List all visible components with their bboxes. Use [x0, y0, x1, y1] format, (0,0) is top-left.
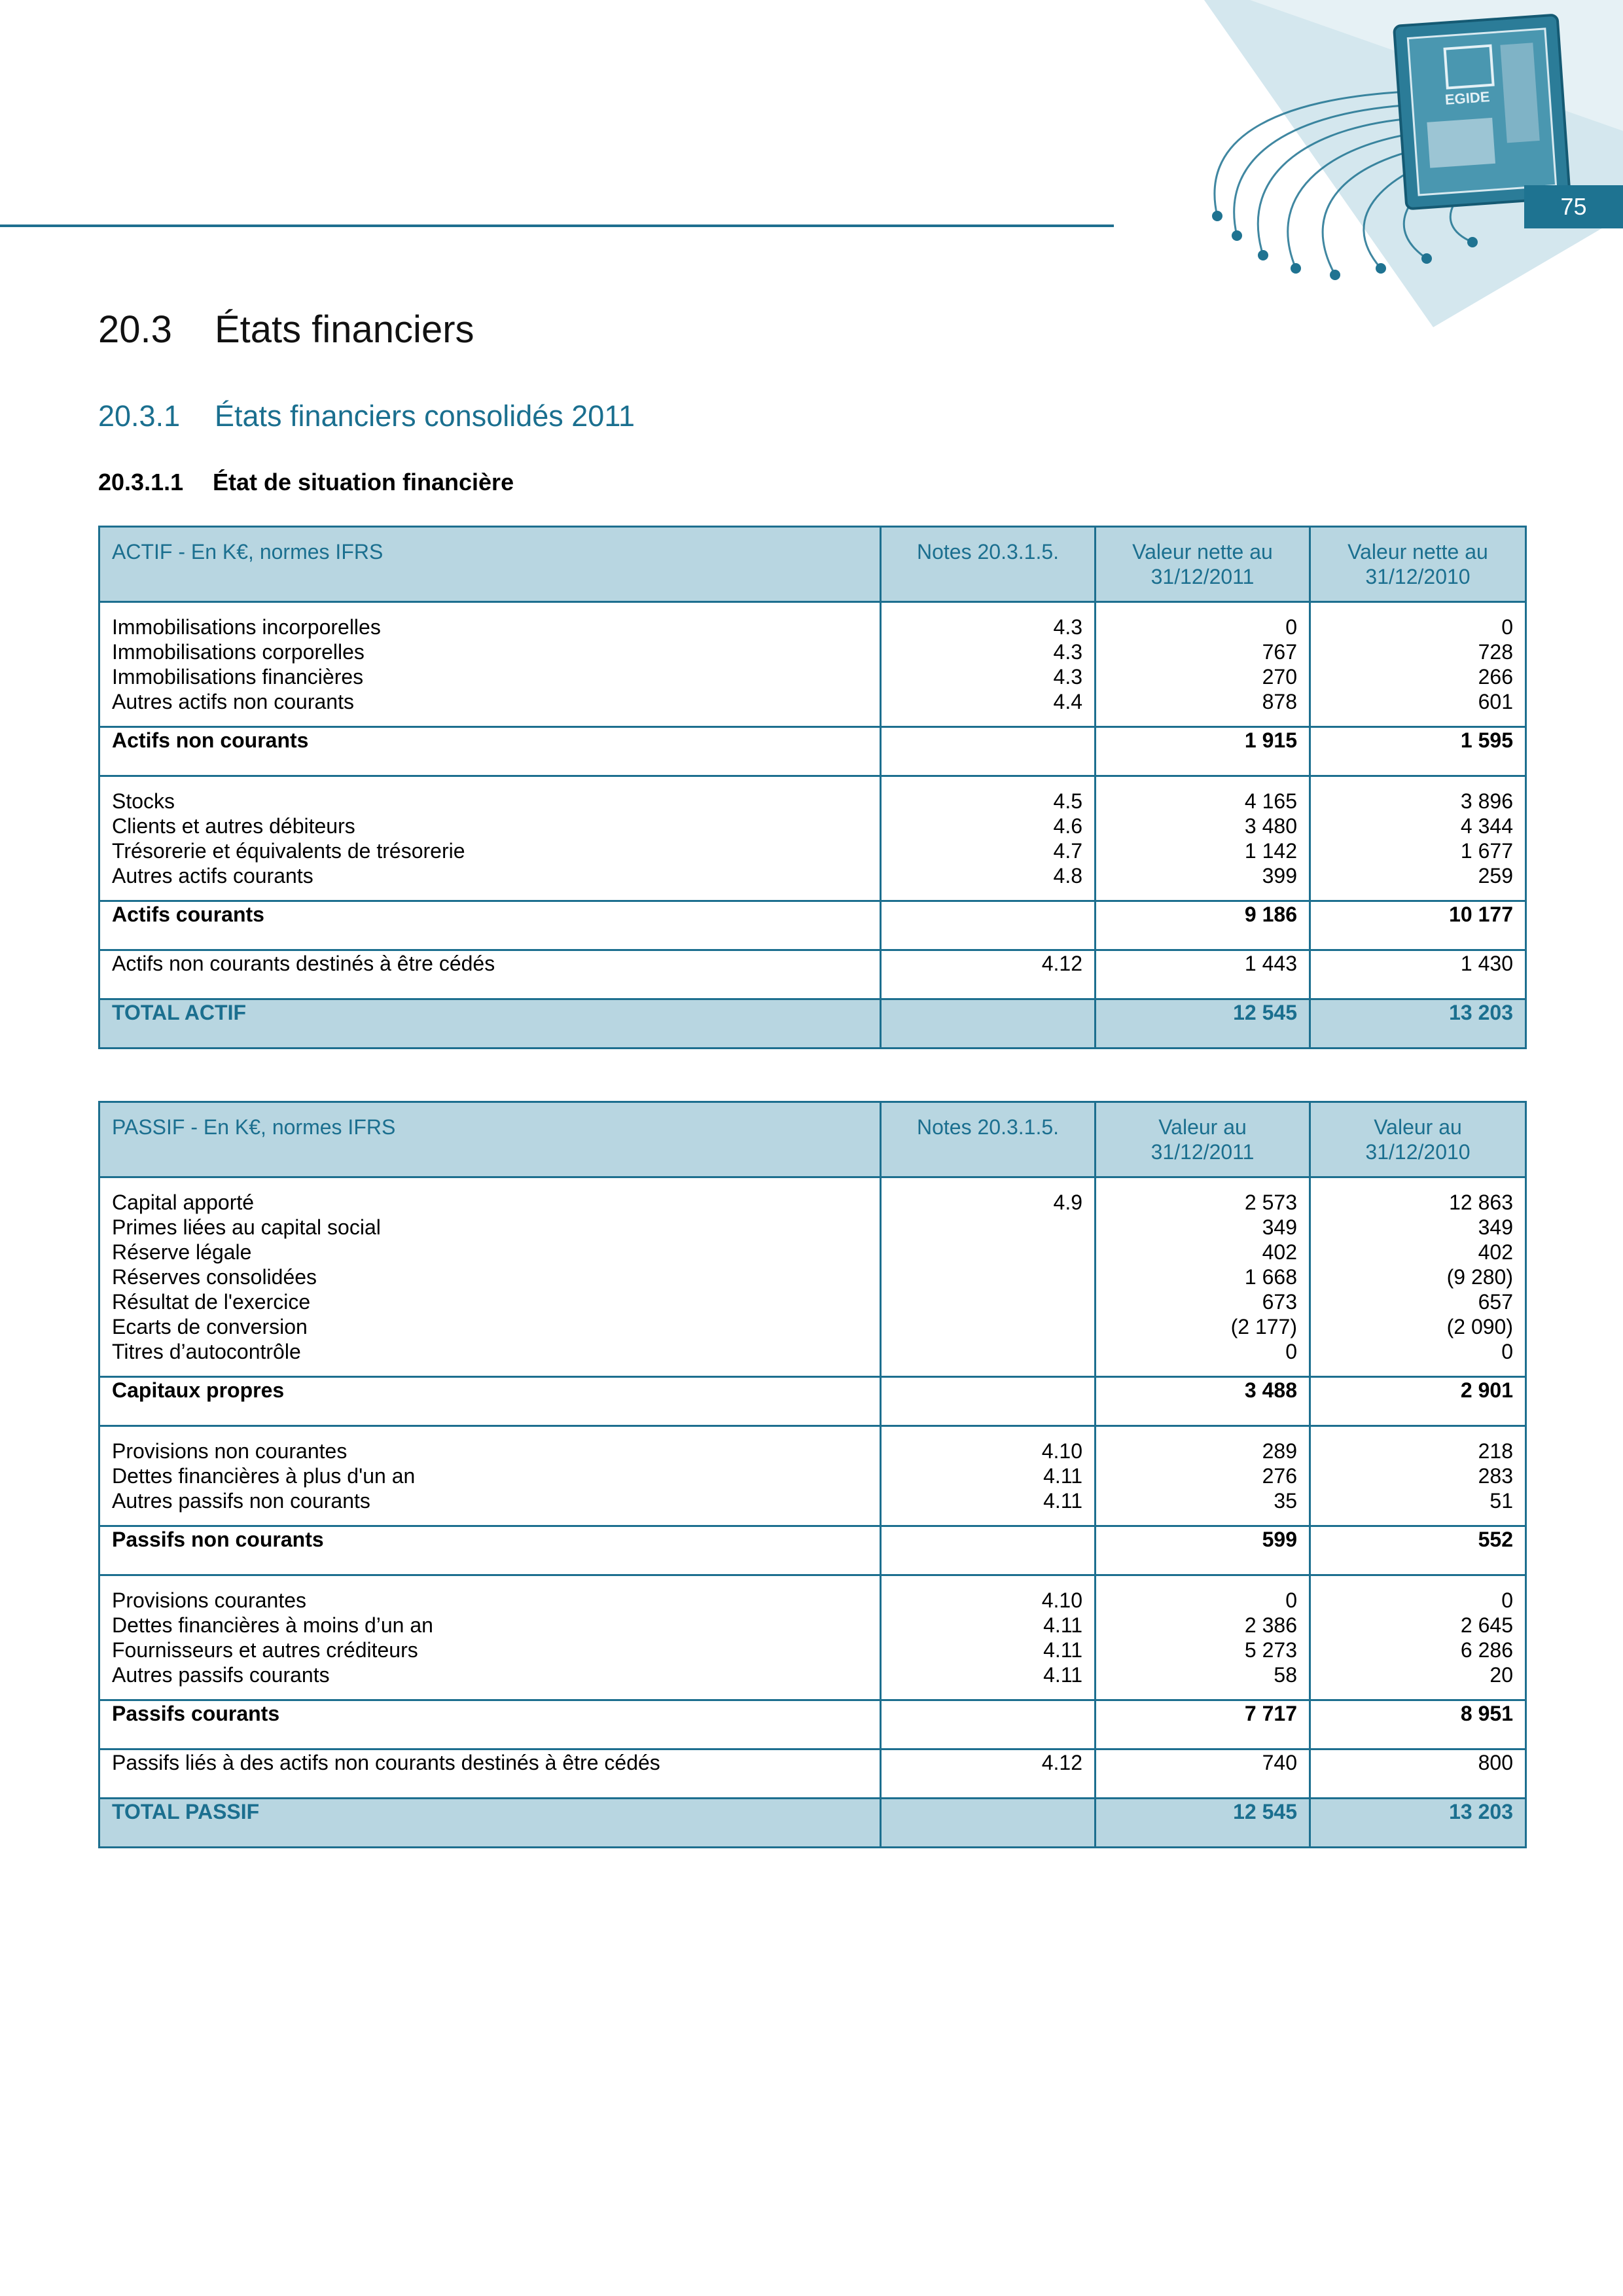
egide-chip-illustration [1158, 0, 1623, 327]
subsection-heading [98, 399, 635, 433]
col-2011-header: Valeur au 31/12/2011 [1096, 1102, 1310, 1177]
col-2010-header: Valeur nette au 31/12/2010 [1310, 527, 1526, 602]
item-notes: 4.10 4.11 4.11 [881, 1426, 1096, 1526]
table-row [99, 1575, 1526, 1700]
item-notes: 4.10 4.11 4.11 4.11 [881, 1575, 1096, 1700]
item-notes: 4.9 [881, 1177, 1096, 1377]
item-values-2010: 218 283 51 [1310, 1426, 1526, 1526]
item-values-2011: 0 767 270 878 [1096, 602, 1310, 727]
item-notes: 4.5 4.6 4.7 4.8 [881, 776, 1096, 901]
subtotal-row: Passifs non courants 599 552 [99, 1526, 1526, 1575]
item-values-2010: 3 896 4 344 1 677 259 [1310, 776, 1526, 901]
col-2010-header: Valeur au 31/12/2010 [1310, 1102, 1526, 1177]
section-title: États financiers [215, 308, 474, 351]
page-number: 75 [1524, 185, 1623, 228]
subsubsection-number: 20.3.1.1 [98, 469, 184, 495]
item-values-2010: 0 2 645 6 286 20 [1310, 1575, 1526, 1700]
subsection-number: 20.3.1 [98, 399, 181, 433]
actif-header-label: ACTIF - En K€, normes IFRS [99, 527, 881, 602]
col-2011-header: Valeur nette au 31/12/2011 [1096, 527, 1310, 602]
item-values-2011: 4 165 3 480 1 142 399 [1096, 776, 1310, 901]
section-heading [98, 308, 474, 351]
item-labels: Capital apporté Primes liées au capital social Réserve légale Réserves consolidées Résultat de l'exercice Ecarts de conversion Titres d’autocontrôle [99, 1177, 881, 1377]
actif-table [98, 526, 1527, 1049]
item-values-2011: 0 2 386 5 273 58 [1096, 1575, 1310, 1700]
item-labels: Provisions courantes Dettes financières à moins d’un an Fournisseurs et autres créditeurs Autres passifs courants [99, 1575, 881, 1700]
subsection-title: États financiers consolidés 2011 [215, 399, 635, 433]
table-header-row [99, 1102, 1526, 1177]
item-values-2011: 2 573 349 402 1 668 673 (2 177) 0 [1096, 1177, 1310, 1377]
section-number: 20.3 [98, 308, 172, 351]
subsubsection-heading [98, 469, 514, 496]
table-row: Passifs liés à des actifs non courants destinés à être cédés 4.12 740 800 [99, 1749, 1526, 1799]
subtotal-row: Actifs courants 9 186 10 177 [99, 901, 1526, 950]
table-row [99, 776, 1526, 901]
item-notes: 4.3 4.3 4.3 4.4 [881, 602, 1096, 727]
item-labels: Immobilisations incorporelles Immobilisations corporelles Immobilisations financières Autres actifs non courants [99, 602, 881, 727]
table-row [99, 1426, 1526, 1526]
item-labels: Stocks Clients et autres débiteurs Trésorerie et équivalents de trésorerie Autres actifs courants [99, 776, 881, 901]
item-labels: Provisions non courantes Dettes financières à plus d'un an Autres passifs non courants [99, 1426, 881, 1526]
total-row: TOTAL ACTIF 12 545 13 203 [99, 999, 1526, 1049]
header-rule [0, 224, 1114, 227]
subsubsection-title: État de situation financière [213, 469, 514, 495]
passif-header-label: PASSIF - En K€, normes IFRS [99, 1102, 881, 1177]
total-row: TOTAL PASSIF 12 545 13 203 [99, 1799, 1526, 1848]
table-header-row [99, 527, 1526, 602]
table-row [99, 602, 1526, 727]
subtotal-row: Actifs non courants 1 915 1 595 [99, 727, 1526, 776]
notes-header: Notes 20.3.1.5. [881, 1102, 1096, 1177]
item-values-2011: 289 276 35 [1096, 1426, 1310, 1526]
passif-table [98, 1101, 1527, 1848]
item-values-2010: 0 728 266 601 [1310, 602, 1526, 727]
table-row: Actifs non courants destinés à être cédés 4.12 1 443 1 430 [99, 950, 1526, 999]
notes-header: Notes 20.3.1.5. [881, 527, 1096, 602]
subtotal-row: Passifs courants 7 717 8 951 [99, 1700, 1526, 1749]
table-row [99, 1177, 1526, 1377]
item-values-2010: 12 863 349 402 (9 280) 657 (2 090) 0 [1310, 1177, 1526, 1377]
subtotal-row: Capitaux propres 3 488 2 901 [99, 1377, 1526, 1426]
logo-text: EGIDE [1444, 88, 1491, 108]
